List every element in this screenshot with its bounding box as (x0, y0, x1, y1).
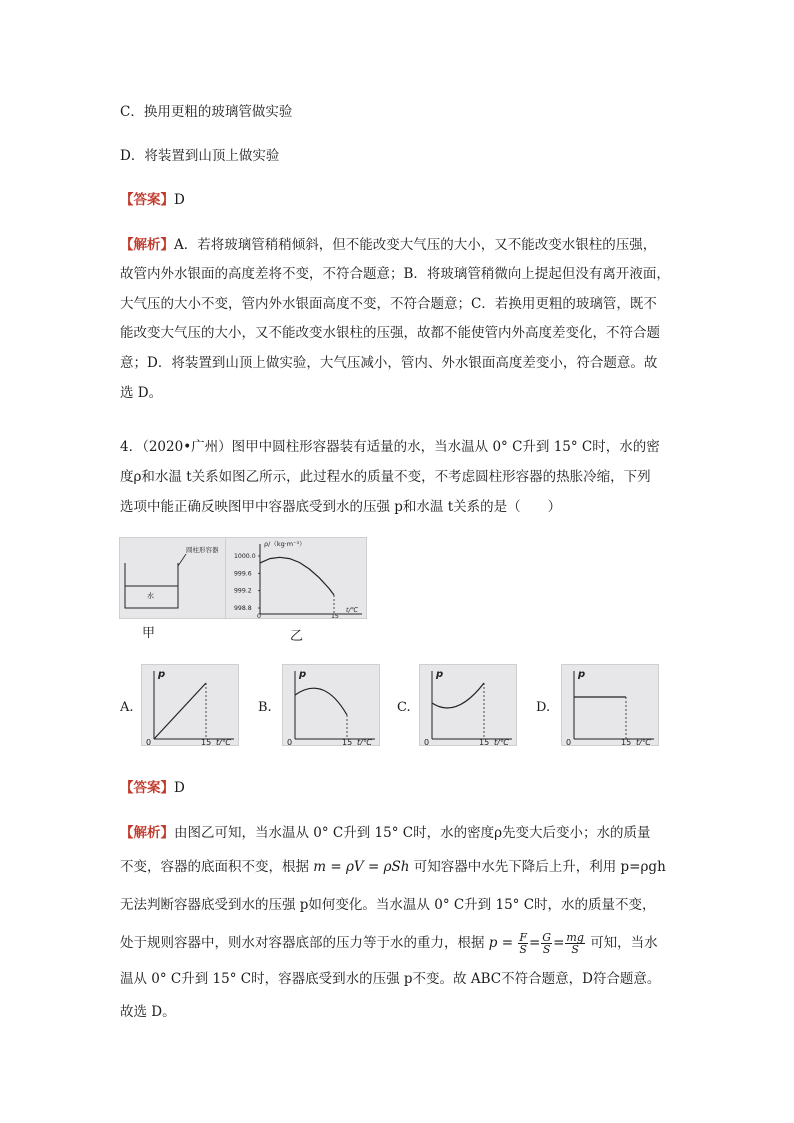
figure-yi (225, 537, 367, 619)
t-axis-label: t/℃ (494, 738, 509, 745)
question-line: 选项中能正确反映图甲中容器底受到水的压强 p和水温 t关系的是（ ） (120, 499, 562, 515)
explanation-line: 选 D。 (120, 385, 163, 401)
p-axis-label: p (436, 669, 444, 680)
explanation-line: 故管内外水银面的高度差将不变，不符合题意；B．将玻璃管稍微向上提起但没有离开液面， (120, 266, 670, 282)
answer-1 (120, 190, 185, 210)
option-letter[interactable]: C. (397, 700, 411, 715)
y-axis-label: ρ/（kg·m⁻³） (264, 540, 306, 548)
explanation-text: 处于规则容器中，则水对容器底部的压力等于水的重力，根据 (120, 935, 485, 951)
explanation-line (120, 823, 651, 843)
caption-yi: 乙 (290, 629, 304, 644)
explanation-line (120, 235, 656, 255)
y-tick-label: 999.2 (234, 587, 252, 595)
fraction-f-over-s: $\frac{F}{S}$ (519, 931, 527, 956)
explanation-tag: 【解析】 (120, 825, 174, 841)
p-axis-label: p (158, 669, 166, 680)
explanation-tag: 【解析】 (120, 237, 174, 253)
formula-mass: m = ρV = ρSh (313, 859, 410, 875)
y-tick-label: 999.6 (234, 570, 252, 578)
fraction-g-over-s: $\frac{G}{S}$ (542, 931, 552, 956)
pressure-curve (154, 683, 206, 739)
fifteen-label: 15 (479, 738, 490, 745)
option-graph[interactable] (561, 664, 659, 746)
explanation-text: 可知容器中水先下降后上升，利用 p=ρgh (413, 859, 666, 875)
answer-2 (120, 778, 185, 798)
answer-tag: 【答案】 (120, 192, 174, 208)
fifteen-label: 15 (342, 738, 353, 745)
equals-sign: = (553, 935, 565, 951)
option-graph[interactable] (141, 664, 239, 746)
explanation-text: 可知，当水 (590, 935, 658, 951)
explanation-text: 不变，容器的底面积不变，根据 (120, 859, 309, 875)
pressure-graph (142, 665, 238, 745)
equals-sign: = (528, 935, 541, 951)
explanation-text: A．若将玻璃管稍稍倾斜，但不能改变大气压的大小，又不能改变水银柱的压强， (174, 237, 657, 253)
fifteen-label: 15 (201, 738, 212, 745)
explanation-line: 无法判断容器底受到水的压强 p如何变化。当水温从 0° C升到 15° C时，水的质量不变， (120, 897, 656, 913)
fifteen-label: 15 (621, 738, 632, 745)
question-line: 4．（2020•广州）图甲中圆柱形容器装有适量的水，当水温从 0° C升到 15° C时，水的密 (120, 439, 660, 455)
p-axis-label: p (299, 669, 307, 680)
answer-tag: 【答案】 (120, 780, 174, 796)
answer-value: D (174, 192, 185, 208)
option-letter[interactable]: B. (258, 700, 272, 715)
zero-label: 0 (287, 738, 293, 745)
t-axis-label: t/℃ (216, 738, 231, 745)
pressure-graph (283, 665, 379, 745)
p-axis-label: p (578, 669, 586, 680)
explanation-line: 大气压的大小不变，管内外水银面高度不变，不符合题意；C．若换用更粗的玻璃管，既不 (120, 296, 657, 312)
explanation-line: 故选 D。 (120, 1004, 176, 1020)
x-tick-label: 0 (257, 613, 261, 618)
y-tick-label: 998.8 (234, 605, 252, 612)
explanation-line: 意；D．将装置到山顶上做实验，大气压减小，管内、外水银面高度差变小，符合题意。故 (120, 355, 658, 371)
pressure-curve (432, 683, 484, 708)
water-label: 水 (147, 592, 154, 600)
explanation-line: 温从 0° C升到 15° C时，容器底受到水的压强 p不变。故 ABC不符合题意，D符合题意。 (120, 971, 661, 987)
zero-label: 0 (146, 738, 152, 745)
question-line: 度ρ和水温 t关系如图乙所示，此过程水的质量不变，不考虑圆柱形容器的热胀冷缩，下列 (120, 469, 651, 485)
caption-jia: 甲 (142, 626, 156, 641)
formula-p: p = (488, 935, 514, 951)
option-c-text: C．换用更粗的玻璃管做实验 (120, 104, 293, 120)
density-chart (226, 538, 366, 618)
explanation-text: 由图乙可知，当水温从 0° C升到 15° C时，水的密度ρ先变大后变小；水的质量 (174, 825, 651, 841)
y-tick-label: 1000.0 (234, 553, 256, 560)
explanation-line (120, 932, 658, 955)
container-label: 圆柱形容器 (186, 546, 219, 554)
x-tick-label: 15 (331, 613, 339, 618)
option-graph[interactable] (419, 664, 517, 746)
option-letter[interactable]: A. (120, 700, 134, 715)
option-d-text: D．将装置到山顶上做实验 (120, 148, 280, 164)
answer-value: D (174, 780, 185, 796)
pressure-curve (295, 688, 347, 715)
fraction-mg-over-s: $\frac{mg}{S}$ (566, 931, 584, 956)
density-curve (260, 557, 334, 595)
explanation-line: 能改变大气压的大小，又不能改变水银柱的压强，故都不能使管内外高度差变化，不符合题 (120, 325, 660, 341)
explanation-line (120, 857, 666, 877)
x-axis-label: t/℃ (346, 606, 359, 614)
zero-label: 0 (566, 738, 572, 745)
t-axis-label: t/℃ (636, 738, 651, 745)
zero-label: 0 (424, 738, 430, 745)
option-graph[interactable] (282, 664, 380, 746)
t-axis-label: t/℃ (357, 738, 372, 745)
pressure-graph (562, 665, 658, 745)
pressure-graph (420, 665, 516, 745)
option-letter[interactable]: D. (536, 700, 551, 715)
